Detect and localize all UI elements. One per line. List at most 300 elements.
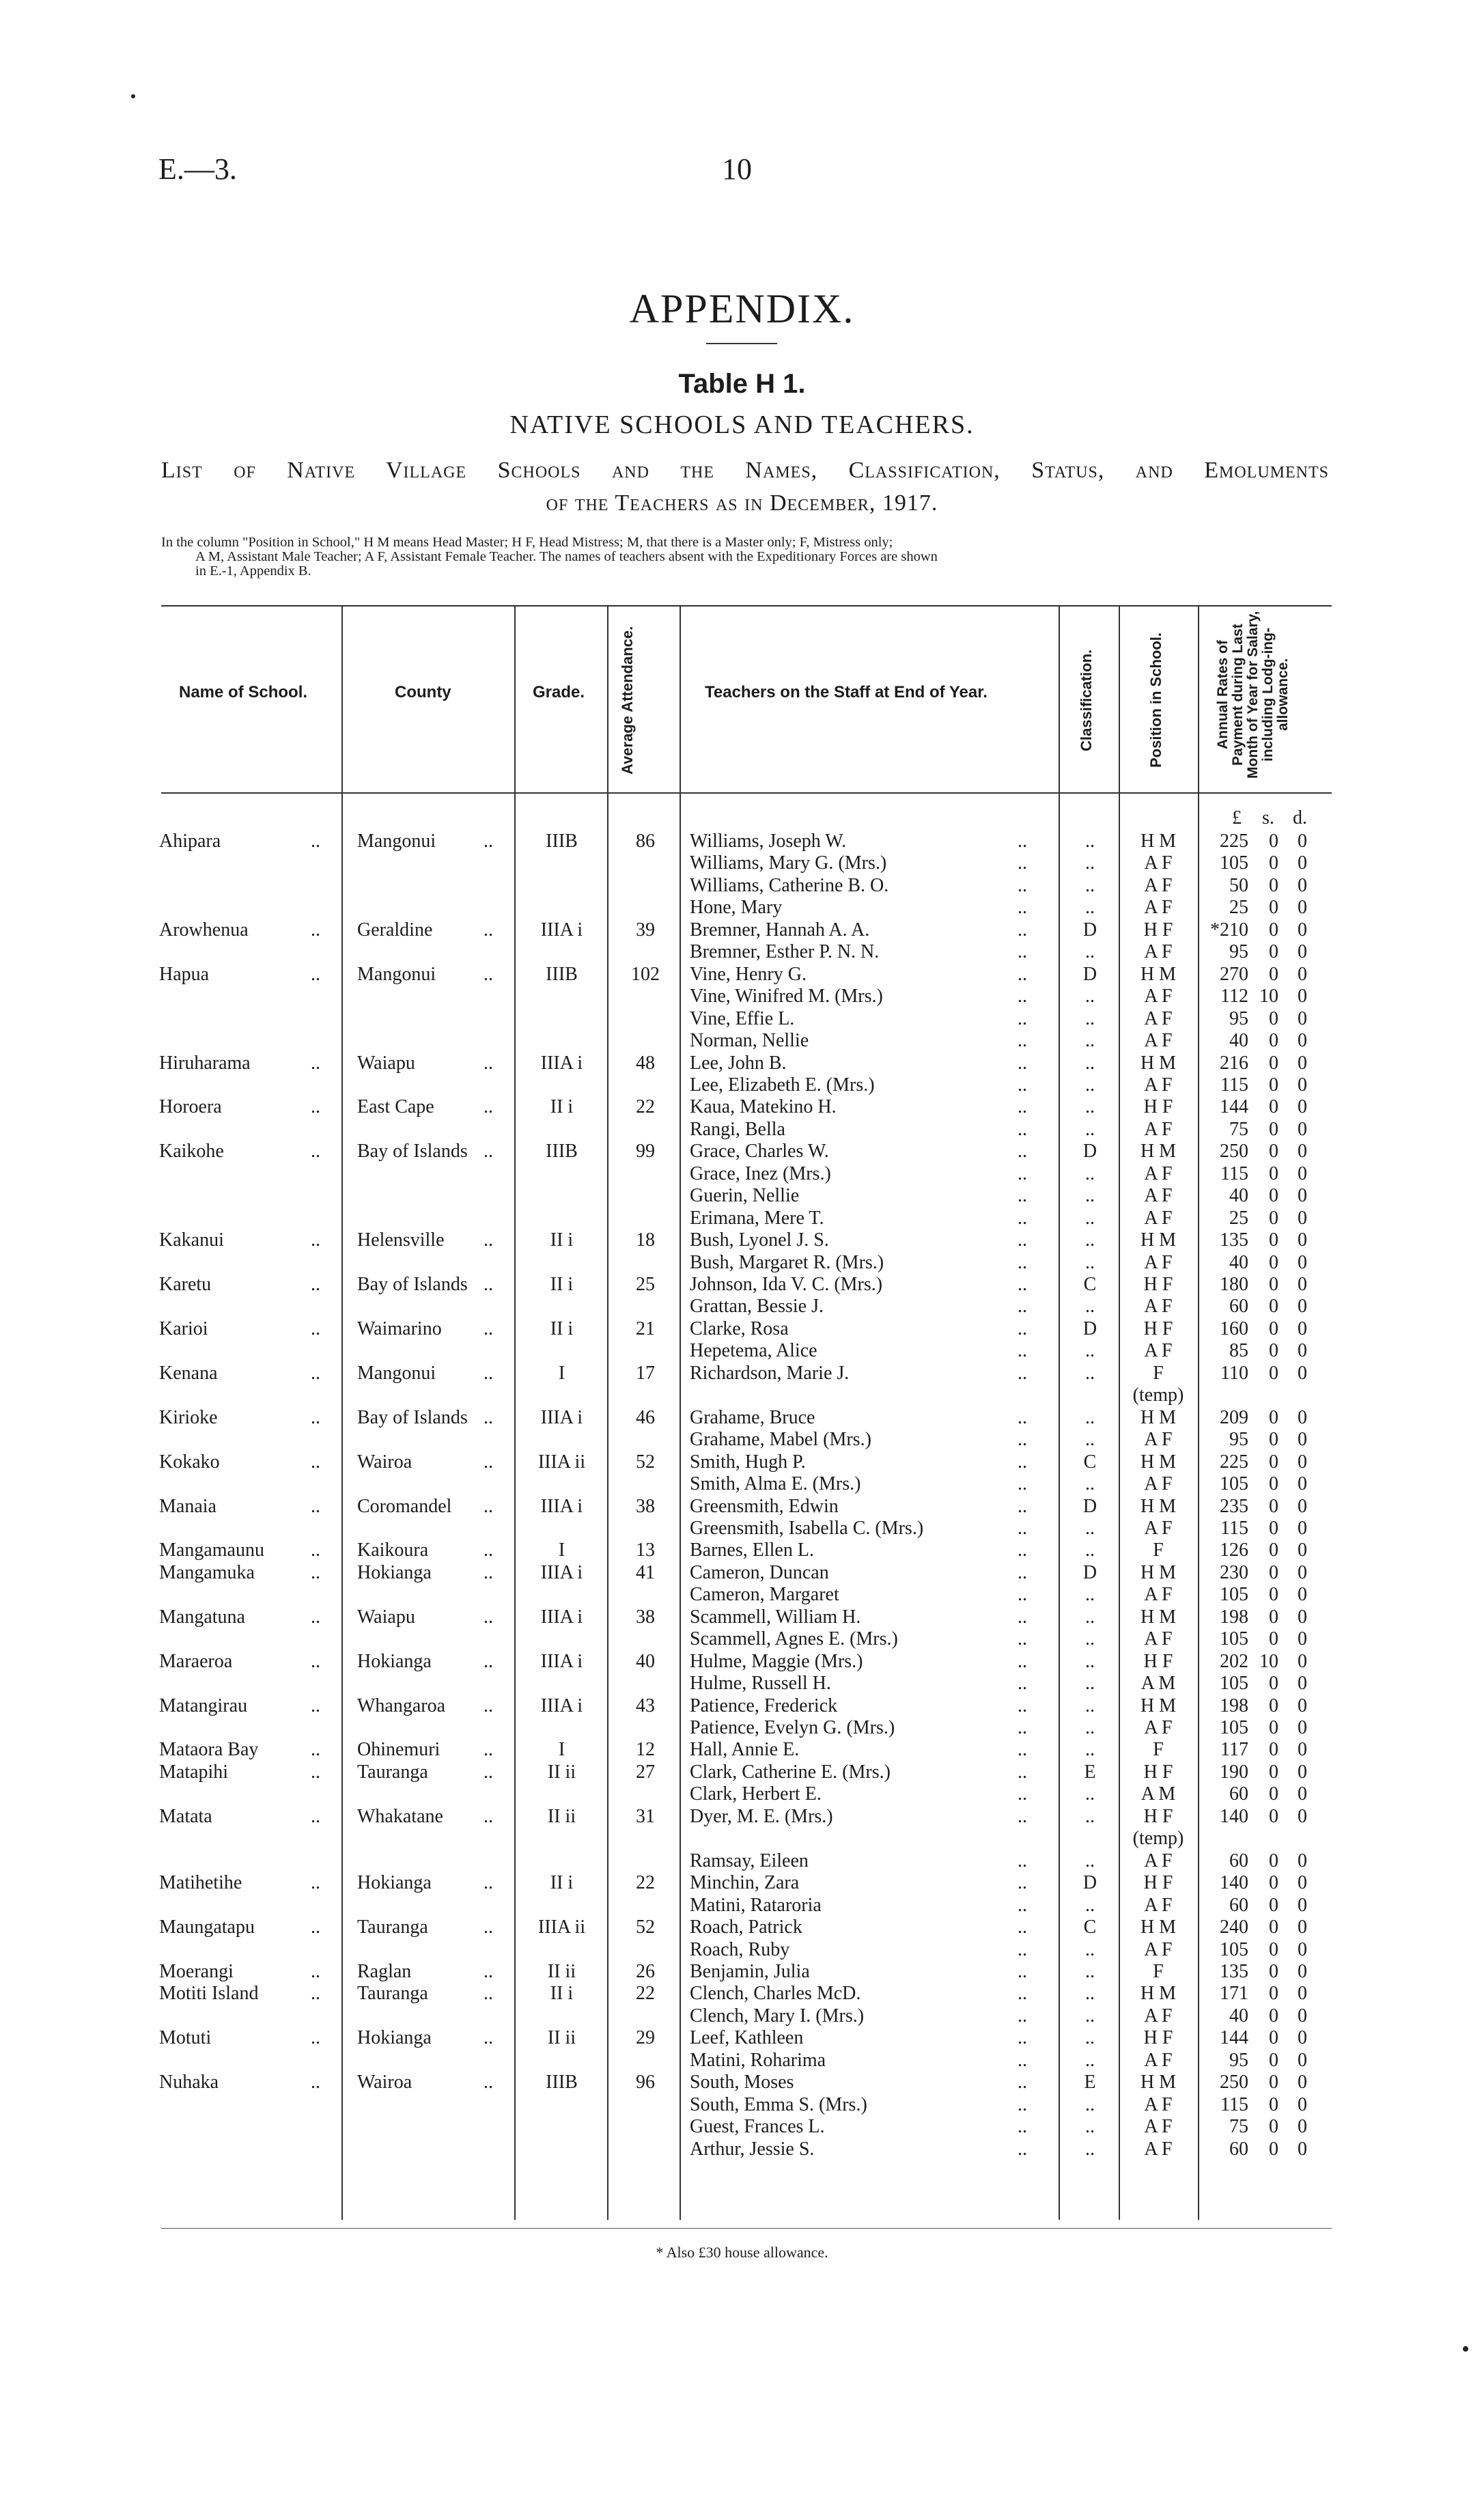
header-grade: Grade.	[533, 683, 585, 701]
school-name: Manaia	[159, 1495, 216, 1517]
leader-dots: ..	[1018, 1894, 1027, 1916]
leader-dots: ..	[1018, 831, 1027, 852]
pay-pence: 0	[1298, 1739, 1307, 1761]
teacher-name: Clench, Mary I. (Mrs.)	[690, 2005, 865, 2027]
pay-pounds: 202	[1220, 1650, 1248, 1672]
school-name: Moerangi	[159, 1960, 234, 1982]
leader-dots: ..	[1018, 1030, 1027, 1052]
table-row	[0, 1561, 1484, 1584]
leader-dots: ..	[1018, 1960, 1027, 1982]
classification: ..	[1085, 1406, 1095, 1428]
leader-dots: ..	[311, 1451, 320, 1473]
county-name: Mangonui	[357, 1362, 436, 1384]
leader-dots: ..	[1018, 1340, 1027, 1362]
leader-dots: ..	[1018, 874, 1027, 896]
pay-shillings: 0	[1269, 2072, 1278, 2093]
leader-dots: ..	[1018, 963, 1027, 985]
pay-pounds: 40	[1229, 1185, 1248, 1207]
average-attendance: 38	[636, 1495, 655, 1517]
teacher-name: Scammell, Agnes E. (Mrs.)	[690, 1628, 898, 1650]
table-row	[0, 1495, 1484, 1518]
table-row	[0, 1428, 1484, 1451]
teacher-name: Guest, Frances L.	[690, 2116, 825, 2138]
pay-pounds: 85	[1229, 1340, 1248, 1362]
county-name: Hokianga	[357, 1561, 432, 1583]
teacher-name: Grahame, Bruce	[690, 1406, 815, 1428]
currency-pence: d.	[1293, 807, 1307, 828]
table-row	[0, 2138, 1484, 2160]
pay-pounds: 95	[1229, 1429, 1248, 1451]
position: A F	[1144, 1850, 1173, 1871]
classification: ..	[1085, 1850, 1095, 1871]
teacher-name: Greensmith, Edwin	[690, 1495, 839, 1517]
county-name: Waiapu	[357, 1606, 415, 1628]
table-bottom-rule	[161, 2228, 1332, 2229]
classification: ..	[1085, 1517, 1095, 1539]
leader-dots: ..	[1018, 986, 1027, 1007]
leader-dots: ..	[1018, 1850, 1027, 1871]
pay-pence: 0	[1298, 1805, 1307, 1827]
classification: ..	[1085, 986, 1095, 1007]
position: H F	[1143, 1761, 1173, 1783]
average-attendance: 18	[636, 1229, 655, 1251]
classification: ..	[1085, 1074, 1095, 1096]
position: A F	[1144, 1584, 1173, 1606]
classification: ..	[1085, 1805, 1095, 1827]
leader-dots: ..	[1018, 1207, 1027, 1229]
pay-shillings: 0	[1269, 1983, 1278, 2005]
temporary-note: (temp)	[1132, 1828, 1184, 1850]
pay-shillings: 0	[1269, 1517, 1278, 1539]
pay-shillings: 0	[1269, 1251, 1278, 1273]
classification: D	[1082, 1141, 1097, 1162]
pay-pence: 0	[1298, 1561, 1307, 1583]
pay-pounds: 250	[1220, 1141, 1248, 1162]
leader-dots: ..	[311, 2072, 320, 2093]
note-line3: in E.-1, Appendix B.	[195, 563, 311, 579]
pay-shillings: 10	[1259, 986, 1278, 1007]
leader-dots: ..	[311, 1229, 320, 1251]
pay-pounds: *210	[1210, 919, 1248, 941]
leader-dots: ..	[1018, 1052, 1027, 1074]
school-name: Matangirau	[159, 1695, 248, 1716]
teacher-name: Cameron, Duncan	[690, 1561, 829, 1583]
leader-dots: ..	[1018, 1251, 1027, 1273]
leader-dots: ..	[484, 1141, 493, 1162]
pay-pence: 0	[1298, 963, 1307, 985]
position: A F	[1144, 1628, 1173, 1650]
pay-pounds: 60	[1229, 1783, 1248, 1805]
leader-dots: ..	[1018, 1362, 1027, 1384]
school-name: Hiruharama	[159, 1052, 251, 1074]
pay-pence: 0	[1298, 2093, 1307, 2115]
pay-shillings: 0	[1269, 2138, 1278, 2160]
leader-dots: ..	[1018, 1185, 1027, 1207]
leader-dots: ..	[1018, 1606, 1027, 1628]
grade: II i	[550, 1318, 574, 1339]
classification: ..	[1085, 1185, 1095, 1207]
pay-pounds: 216	[1220, 1052, 1248, 1074]
classification: ..	[1085, 1695, 1095, 1716]
pay-pence: 0	[1298, 874, 1307, 896]
pay-pence: 0	[1298, 1717, 1307, 1738]
page-speck	[131, 94, 135, 98]
classification: ..	[1085, 852, 1095, 874]
position: H M	[1140, 1695, 1177, 1716]
pay-pence: 0	[1298, 2138, 1307, 2160]
table-row	[0, 2049, 1484, 2072]
classification: ..	[1085, 1052, 1095, 1074]
grade: IIIA i	[540, 1650, 583, 1672]
table-row	[0, 2005, 1484, 2027]
leader-dots: ..	[484, 1451, 493, 1473]
average-attendance: 17	[636, 1362, 655, 1384]
leader-dots: ..	[311, 1650, 320, 1672]
pay-shillings: 0	[1269, 1074, 1278, 1096]
pay-pounds: 198	[1220, 1606, 1248, 1628]
pay-shillings: 0	[1269, 1761, 1278, 1783]
leader-dots: ..	[1018, 1495, 1027, 1517]
table-row	[0, 919, 1484, 941]
leader-dots: ..	[484, 1739, 493, 1761]
average-attendance: 40	[636, 1650, 655, 1672]
currency-shillings: s.	[1262, 807, 1274, 828]
county-name: Waiapu	[357, 1052, 415, 1074]
pay-shillings: 0	[1269, 1274, 1278, 1295]
pay-pence: 0	[1298, 852, 1307, 874]
classification: D	[1082, 1872, 1097, 1894]
school-name: Nuhaka	[159, 2072, 219, 2093]
pay-pounds: 105	[1220, 852, 1248, 874]
average-attendance: 25	[636, 1274, 655, 1295]
pay-pence: 0	[1298, 1628, 1307, 1650]
table-row	[0, 1029, 1484, 1052]
leader-dots: ..	[1018, 1162, 1027, 1184]
table-row	[0, 1318, 1484, 1340]
pay-pence: 0	[1298, 1584, 1307, 1606]
pay-shillings: 0	[1269, 1451, 1278, 1473]
leader-dots: ..	[1018, 1717, 1027, 1738]
pay-pounds: 225	[1220, 831, 1248, 852]
position: H M	[1140, 1229, 1177, 1251]
table-row	[0, 1251, 1484, 1274]
teacher-name: Erimana, Mere T.	[690, 1207, 824, 1229]
currency-pounds: £	[1232, 807, 1242, 828]
position: A F	[1144, 1074, 1173, 1096]
teacher-name: Williams, Joseph W.	[690, 831, 847, 852]
pay-pounds: 105	[1220, 1584, 1248, 1606]
position: H M	[1140, 1606, 1177, 1628]
pay-pounds: 115	[1220, 1517, 1248, 1539]
pay-pounds: 60	[1229, 1296, 1248, 1318]
teacher-name: Arthur, Jessie S.	[690, 2138, 815, 2160]
average-attendance: 41	[636, 1561, 655, 1583]
pay-pounds: 144	[1220, 1096, 1248, 1118]
teacher-name: Roach, Patrick	[690, 1917, 802, 1938]
school-name: Karetu	[159, 1274, 212, 1295]
pay-pence: 0	[1298, 1517, 1307, 1539]
pay-pounds: 110	[1220, 1362, 1248, 1384]
pay-pence: 0	[1298, 897, 1307, 919]
position: A F	[1144, 1185, 1173, 1207]
leader-dots: ..	[1018, 1917, 1027, 1938]
classification: D	[1082, 919, 1097, 941]
pay-pence: 0	[1298, 1074, 1307, 1096]
average-attendance: 38	[636, 1606, 655, 1628]
leader-dots: ..	[484, 1229, 493, 1251]
header-county: County	[395, 683, 451, 701]
classification: D	[1082, 963, 1097, 985]
pay-pence: 0	[1298, 1695, 1307, 1716]
teacher-name: Cameron, Margaret	[690, 1584, 839, 1606]
leader-dots: ..	[1018, 1517, 1027, 1539]
classification: ..	[1085, 897, 1095, 919]
classification: ..	[1085, 1783, 1095, 1805]
pay-pounds: 40	[1229, 2005, 1248, 2027]
table-row	[0, 1695, 1484, 1717]
leader-dots: ..	[484, 1650, 493, 1672]
table-row	[0, 1517, 1484, 1540]
leader-dots: ..	[311, 1362, 320, 1384]
list-title-line1: List of Native Village Schools and the Names, Classification, Status, and Emoluments	[161, 458, 1329, 483]
teacher-name: Kaua, Matekino H.	[690, 1096, 837, 1118]
grade: IIIA ii	[537, 1451, 586, 1473]
leader-dots: ..	[311, 1761, 320, 1783]
county-name: Wairoa	[357, 1451, 412, 1473]
grade: I	[558, 1739, 565, 1761]
leader-dots: ..	[1018, 941, 1027, 963]
pay-pounds: 75	[1229, 2116, 1248, 2138]
teacher-name: Clench, Charles McD.	[690, 1983, 861, 2005]
county-name: Helensville	[357, 1229, 445, 1251]
pay-pence: 0	[1298, 1030, 1307, 1052]
grade: II ii	[547, 1761, 576, 1783]
leader-dots: ..	[1018, 1938, 1027, 1960]
leader-dots: ..	[1018, 2072, 1027, 2093]
leader-dots: ..	[484, 1983, 493, 2005]
table-row	[0, 1184, 1484, 1207]
classification: ..	[1085, 1938, 1095, 1960]
county-name: Tauranga	[357, 1983, 428, 2005]
pay-pence: 0	[1298, 1451, 1307, 1473]
pay-pounds: 95	[1229, 2049, 1248, 2071]
position: A F	[1144, 1894, 1173, 1916]
pay-shillings: 0	[1269, 1406, 1278, 1428]
position: H F	[1143, 1805, 1173, 1827]
grade: IIIB	[546, 2072, 578, 2093]
classification: ..	[1085, 2005, 1095, 2027]
classification: ..	[1085, 1673, 1095, 1695]
pay-pounds: 190	[1220, 1761, 1248, 1783]
classification: ..	[1085, 1429, 1095, 1451]
position: H M	[1140, 1141, 1177, 1162]
classification: ..	[1085, 1096, 1095, 1118]
table-row	[0, 1339, 1484, 1362]
teacher-name: South, Moses	[690, 2072, 794, 2093]
teacher-name: Hall, Annie E.	[690, 1739, 800, 1761]
teacher-name: Clark, Catherine E. (Mrs.)	[690, 1761, 891, 1783]
classification: C	[1083, 1917, 1097, 1938]
school-name: Matapihi	[159, 1761, 229, 1783]
pay-pounds: 40	[1229, 1030, 1248, 1052]
school-name: Matihetihe	[159, 1872, 242, 1894]
pay-pence: 0	[1298, 941, 1307, 963]
pay-pounds: 115	[1220, 2093, 1248, 2115]
grade: II ii	[547, 1960, 576, 1982]
pay-pence: 0	[1298, 1340, 1307, 1362]
pay-pence: 0	[1298, 2072, 1307, 2093]
table-row	[0, 852, 1484, 874]
grade: IIIA i	[540, 1606, 583, 1628]
average-attendance: 26	[636, 1960, 655, 1982]
pay-pence: 0	[1298, 986, 1307, 1007]
table-row	[0, 1451, 1484, 1473]
pay-shillings: 0	[1269, 2116, 1278, 2138]
pay-pence: 0	[1298, 1406, 1307, 1428]
pay-shillings: 0	[1269, 1162, 1278, 1184]
leader-dots: ..	[484, 1406, 493, 1428]
pay-pounds: 105	[1220, 1673, 1248, 1695]
pay-shillings: 0	[1269, 1561, 1278, 1583]
table-row	[0, 1738, 1484, 1761]
average-attendance: 48	[636, 1052, 655, 1074]
teacher-name: Richardson, Marie J.	[690, 1362, 850, 1384]
teacher-name: Hulme, Russell H.	[690, 1673, 831, 1695]
leader-dots: ..	[1018, 897, 1027, 919]
school-name: Kaikohe	[159, 1141, 224, 1162]
pay-pounds: 105	[1220, 1938, 1248, 1960]
county-name: Bay of Islands	[357, 1406, 468, 1428]
leader-dots: ..	[1018, 2049, 1027, 2071]
classification: ..	[1085, 1473, 1095, 1495]
pay-pounds: 270	[1220, 963, 1248, 985]
leader-dots: ..	[311, 1495, 320, 1517]
pay-pounds: 95	[1229, 1007, 1248, 1029]
grade: II i	[550, 1229, 574, 1251]
pay-shillings: 0	[1269, 1429, 1278, 1451]
pay-shillings: 0	[1269, 1540, 1278, 1561]
county-name: Whangaroa	[357, 1695, 446, 1716]
teacher-name: Benjamin, Julia	[690, 1960, 810, 1982]
leader-dots: ..	[1018, 1650, 1027, 1672]
school-name: Motiti Island	[159, 1983, 259, 2005]
pay-shillings: 0	[1269, 831, 1278, 852]
average-attendance: 102	[631, 963, 660, 985]
leader-dots: ..	[1018, 1584, 1027, 1606]
table-row	[0, 1295, 1484, 1318]
footnote: * Also £30 house allowance.	[656, 2244, 828, 2261]
school-name: Arowhenua	[159, 919, 249, 941]
pay-pence: 0	[1298, 2027, 1307, 2049]
pay-pence: 0	[1298, 1185, 1307, 1207]
table-row	[0, 2115, 1484, 2138]
table-row	[0, 830, 1484, 852]
header-school: Name of School.	[179, 683, 308, 701]
pay-pounds: 60	[1229, 1850, 1248, 1871]
pay-shillings: 0	[1269, 1141, 1278, 1162]
classification: D	[1082, 1561, 1097, 1583]
classification: D	[1082, 1495, 1097, 1517]
school-name: Horoera	[159, 1096, 222, 1118]
pay-shillings: 0	[1269, 1096, 1278, 1118]
leader-dots: ..	[484, 1561, 493, 1583]
pay-pence: 0	[1298, 1362, 1307, 1384]
leader-dots: ..	[1018, 1141, 1027, 1162]
pay-pounds: 25	[1229, 1207, 1248, 1229]
pay-pounds: 115	[1220, 1162, 1248, 1184]
pay-shillings: 0	[1269, 2049, 1278, 2071]
position: H M	[1140, 2072, 1177, 2093]
pay-shillings: 0	[1269, 1340, 1278, 1362]
teacher-name: Smith, Hugh P.	[690, 1451, 806, 1473]
county-name: Mangonui	[357, 963, 436, 985]
leader-dots: ..	[311, 1739, 320, 1761]
pay-pence: 0	[1298, 2005, 1307, 2027]
table-row	[0, 1362, 1484, 1384]
note-line2: A M, Assistant Male Teacher; A F, Assistant Female Teacher. The names of teachers absent with the Expeditionary Forces are shown	[195, 549, 938, 564]
classification: ..	[1085, 2049, 1095, 2071]
pay-pence: 0	[1298, 1318, 1307, 1339]
table-row	[0, 2027, 1484, 2049]
leader-dots: ..	[1018, 1739, 1027, 1761]
pay-pounds: 105	[1220, 1628, 1248, 1650]
average-attendance: 27	[636, 1761, 655, 1783]
pay-shillings: 0	[1269, 1473, 1278, 1495]
classification: ..	[1085, 1296, 1095, 1318]
school-name: Mataora Bay	[159, 1739, 259, 1761]
leader-dots: ..	[311, 1983, 320, 2005]
classification: ..	[1085, 1983, 1095, 2005]
pay-pence: 0	[1298, 1650, 1307, 1672]
page-speck	[1463, 2346, 1468, 2352]
classification: ..	[1085, 831, 1095, 852]
school-name: Matata	[159, 1805, 212, 1827]
table-row	[0, 896, 1484, 919]
position: A F	[1144, 897, 1173, 919]
pay-pounds: 126	[1220, 1540, 1248, 1561]
page-number: 10	[722, 152, 752, 186]
table-row	[0, 1716, 1484, 1739]
school-name: Ahipara	[159, 831, 221, 852]
leader-dots: ..	[311, 963, 320, 985]
leader-dots: ..	[311, 1141, 320, 1162]
pay-pence: 0	[1298, 1296, 1307, 1318]
leader-dots: ..	[484, 1362, 493, 1384]
classification: ..	[1085, 1894, 1095, 1916]
classification: ..	[1085, 1162, 1095, 1184]
grade: IIIB	[546, 1141, 578, 1162]
school-name: Maraeroa	[159, 1650, 233, 1672]
classification: E	[1084, 1761, 1096, 1783]
header-teachers: Teachers on the Staff at End of Year.	[705, 683, 988, 701]
teacher-name: Lee, Elizabeth E. (Mrs.)	[690, 1074, 875, 1096]
leader-dots: ..	[311, 919, 320, 941]
pay-shillings: 0	[1269, 1938, 1278, 1960]
teacher-name: Williams, Catherine B. O.	[690, 874, 889, 896]
table-row	[0, 1539, 1484, 1561]
table-row	[0, 2071, 1484, 2093]
average-attendance: 13	[636, 1540, 655, 1561]
county-name: Ohinemuri	[357, 1739, 440, 1761]
school-name: Karioi	[159, 1318, 208, 1339]
table-row	[0, 2093, 1484, 2116]
classification: ..	[1085, 1362, 1095, 1384]
header-attendance: Average Attendance.	[619, 626, 636, 775]
grade: II i	[550, 1983, 574, 2005]
leader-dots: ..	[1018, 1473, 1027, 1495]
leader-dots: ..	[1018, 1761, 1027, 1783]
county-name: Whakatane	[357, 1805, 443, 1827]
